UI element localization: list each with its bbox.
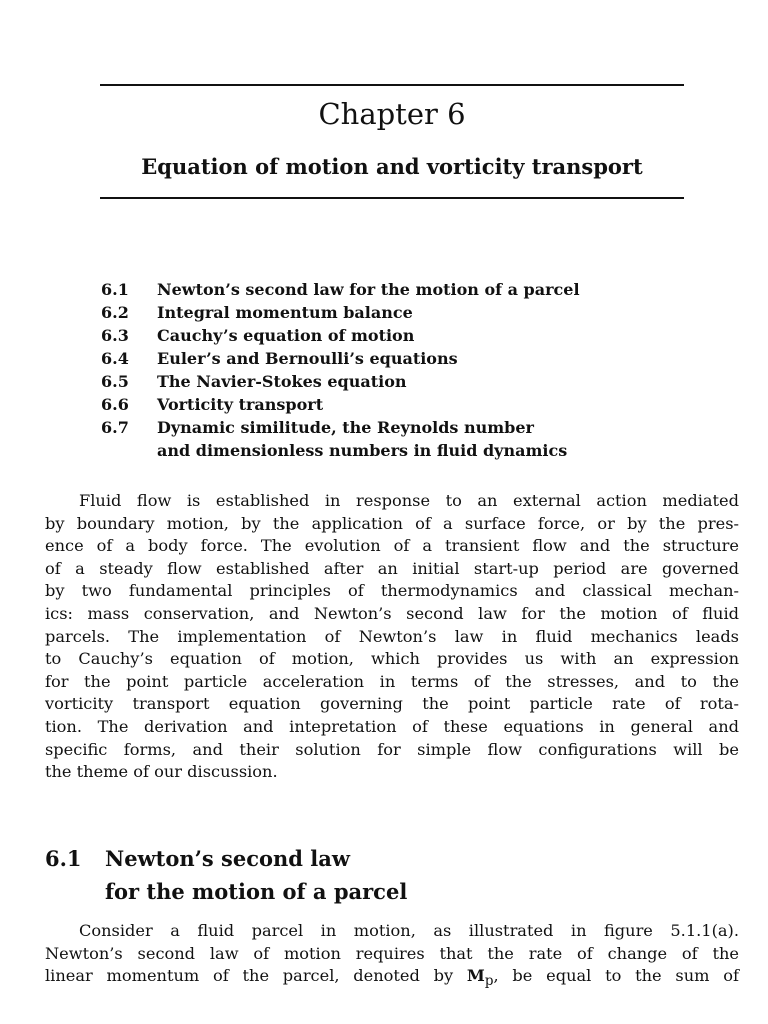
table-of-contents: [101, 278, 741, 462]
toc-entry: [101, 278, 741, 301]
chapter-top-rule: [100, 84, 684, 86]
paragraph-line: Newton’s second law of motion requires that the rate of change of the: [45, 943, 739, 963]
text-run: , be equal to the sum of: [493, 966, 739, 986]
section-title-line: Newton’s second law: [105, 846, 350, 871]
paragraph-line: the theme of our discussion.: [45, 762, 278, 782]
paragraph-line: for the point particle acceleration in terms of the stresses, and to the: [45, 671, 739, 691]
paragraph-line: specific forms, and their solution for simple flow configurations will be: [45, 739, 739, 759]
toc-number: 6.2: [101, 303, 129, 322]
toc-number: 6.6: [101, 395, 129, 414]
toc-entry: [101, 416, 741, 439]
section-title-line: for the motion of a parcel: [105, 879, 408, 904]
toc-entry-continuation: [101, 439, 741, 462]
toc-title: Integral momentum balance: [157, 303, 413, 322]
paragraph-line: of a steady flow established after an initial start-up period are governed: [45, 558, 739, 578]
intro-paragraph: [45, 490, 739, 784]
section-paragraph: [45, 920, 739, 988]
paragraph-line: Fluid flow is established in response to an external action mediated: [79, 491, 739, 510]
text-run: linear momentum of the parcel, denoted by: [45, 966, 467, 986]
toc-number: 6.1: [101, 280, 129, 299]
toc-title: and dimensionless numbers in fluid dynamics: [157, 441, 568, 460]
toc-entry: [101, 393, 741, 416]
paragraph-line: ence of a body force. The evolution of a transient flow and the structure: [45, 536, 739, 556]
toc-number: 6.5: [101, 372, 129, 391]
toc-number: 6.3: [101, 326, 129, 345]
section-number: 6.1: [45, 846, 82, 871]
toc-title: Newton’s second law for the motion of a parcel: [157, 280, 580, 299]
paragraph-line: [45, 965, 739, 988]
toc-number: [101, 439, 157, 462]
toc-title: Vorticity transport: [157, 395, 324, 414]
paragraph-line: Consider a fluid parcel in motion, as illustrated in figure 5.1.1(a).: [79, 921, 739, 940]
toc-entry: [101, 347, 741, 370]
chapter-title: Equation of motion and vorticity transport: [141, 154, 643, 179]
toc-number: 6.4: [101, 349, 129, 368]
paragraph-line: parcels. The implementation of Newton’s law in fluid mechanics leads: [45, 626, 739, 646]
toc-entry: [101, 324, 741, 347]
toc-title: Cauchy’s equation of motion: [157, 326, 415, 345]
paragraph-line: ics: mass conservation, and Newton’s second law for the motion of fluid: [45, 603, 739, 623]
toc-title: The Navier-Stokes equation: [157, 372, 407, 391]
chapter-label: Chapter 6: [318, 97, 466, 131]
chapter-bottom-rule: [100, 197, 684, 199]
toc-title: Euler’s and Bernoulli’s equations: [157, 349, 458, 368]
paragraph-line: to Cauchy’s equation of motion, which provides us with an expression: [45, 649, 739, 669]
toc-number: 6.7: [101, 418, 129, 437]
section-heading: [45, 842, 407, 908]
paragraph-line: by two fundamental principles of thermodynamics and classical mechan-: [45, 581, 739, 601]
momentum-symbol: M: [466, 966, 485, 986]
paragraph-line: vorticity transport equation governing the point particle rate of rota-: [45, 694, 739, 714]
toc-entry: [101, 301, 741, 324]
momentum-subscript: p: [484, 973, 494, 990]
paragraph-line: by boundary motion, by the application of a surface force, or by the pres-: [45, 513, 739, 533]
toc-entry: [101, 370, 741, 393]
toc-title: Dynamic similitude, the Reynolds number: [157, 418, 534, 437]
paragraph-line: tion. The derivation and intepretation of these equations in general and: [45, 716, 739, 736]
